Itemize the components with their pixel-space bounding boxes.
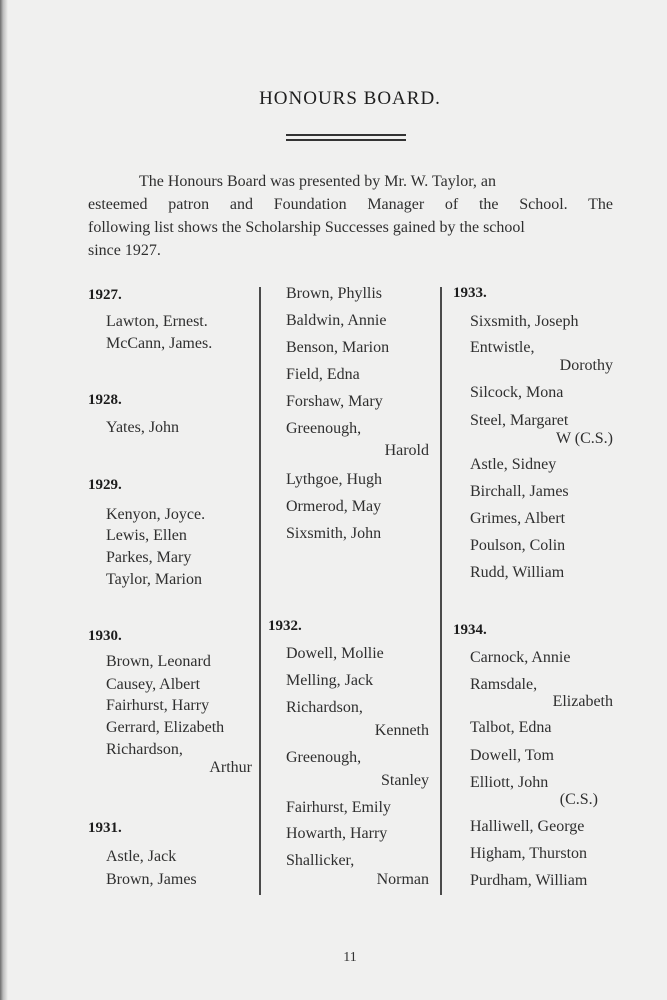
column-divider-right	[440, 287, 442, 895]
scholar-name: Greenough,	[286, 749, 362, 766]
scholar-name: Howarth, Harry	[286, 825, 388, 842]
scholar-name: Taylor, Marion	[106, 571, 202, 588]
scholar-name: Silcock, Mona	[470, 384, 564, 401]
scholar-name-continued: Dorothy	[559, 357, 613, 374]
scholar-name-continued: W (C.S.)	[555, 430, 613, 447]
scholar-name: Ramsdale,	[470, 676, 538, 693]
page-title: HONOURS BOARD.	[259, 88, 441, 109]
scholar-name: Astle, Jack	[106, 848, 177, 865]
intro-line: The Honours Board was presented by Mr. W. Taylor, an	[139, 173, 496, 190]
year-heading-1928: 1928.	[88, 392, 122, 408]
scholar-name-continued: Arthur	[209, 759, 252, 776]
scholar-name: Lythgoe, Hugh	[286, 471, 382, 488]
scholar-name: Forshaw, Mary	[286, 393, 383, 410]
scholar-name: Fairhurst, Emily	[286, 799, 391, 816]
scholar-name: McCann, James.	[106, 335, 213, 352]
scholar-name: Astle, Sidney	[470, 456, 557, 473]
page-edge-shadow	[0, 0, 8, 1000]
year-heading-1933: 1933.	[453, 285, 487, 301]
scholar-name-continued: Kenneth	[374, 722, 429, 739]
scholar-name: Greenough,	[286, 420, 362, 437]
year-heading-1927: 1927.	[88, 287, 122, 303]
scholar-name: Carnock, Annie	[470, 649, 571, 666]
scholar-name: Shallicker,	[286, 852, 355, 869]
title-rule-top	[286, 134, 406, 136]
scholar-name: Steel, Margaret	[470, 412, 569, 429]
scholar-name: Poulson, Colin	[470, 537, 566, 554]
scholar-name: Melling, Jack	[286, 672, 374, 689]
scholar-name: Grimes, Albert	[470, 510, 566, 527]
column-divider-left	[259, 287, 261, 895]
scholar-name: Talbot, Edna	[470, 719, 552, 736]
year-heading-1934: 1934.	[453, 622, 487, 638]
scholar-name: Richardson,	[106, 741, 183, 758]
scholar-name: Gerrard, Elizabeth	[106, 719, 225, 736]
scholar-name: Sixsmith, Joseph	[470, 313, 579, 330]
scholar-name: Benson, Marion	[286, 339, 390, 356]
scholar-name: Brown, James	[106, 871, 197, 888]
scholar-name-continued: (C.S.)	[559, 791, 598, 808]
intro-line: since 1927.	[88, 242, 161, 259]
scholar-name: Causey, Albert	[106, 676, 201, 693]
scholar-name: Dowell, Tom	[470, 747, 554, 764]
year-heading-1932: 1932.	[268, 618, 302, 634]
scholar-name: Baldwin, Annie	[286, 312, 387, 329]
intro-line: esteemed patron and Foundation Manager of the School. The	[88, 196, 613, 213]
scholar-name: Rudd, William	[470, 564, 565, 581]
intro-paragraph	[88, 170, 613, 262]
year-heading-1930: 1930.	[88, 628, 122, 644]
scholar-name: Lewis, Ellen	[106, 527, 187, 544]
scholar-name: Brown, Phyllis	[286, 285, 383, 302]
year-heading-1931: 1931.	[88, 820, 122, 836]
scholar-name: Yates, John	[106, 419, 180, 436]
scholar-name: Ormerod, May	[286, 498, 382, 515]
scholar-name-continued: Norman	[376, 871, 429, 888]
scholar-name: Sixsmith, John	[286, 525, 382, 542]
scholar-name: Elliott, John	[470, 774, 549, 791]
intro-line: following list shows the Scholarship Successes gained by the school	[88, 219, 525, 236]
scholar-name: Entwistle,	[470, 339, 535, 356]
scholar-name: Parkes, Mary	[106, 549, 192, 566]
scholar-name: Richardson,	[286, 699, 363, 716]
scholar-name: Fairhurst, Harry	[106, 697, 210, 714]
scholar-name-continued: Stanley	[381, 772, 429, 789]
title-rule-bottom	[286, 139, 406, 141]
scholar-name-continued: Elizabeth	[552, 693, 613, 710]
scholar-name-continued: Harold	[384, 442, 429, 459]
year-heading-1929: 1929.	[88, 477, 122, 493]
scholar-name: Halliwell, George	[470, 818, 585, 835]
scholar-name: Birchall, James	[470, 483, 569, 500]
scholar-name: Higham, Thurston	[470, 845, 588, 862]
scholar-name: Lawton, Ernest.	[106, 313, 208, 330]
scholar-name: Kenyon, Joyce.	[106, 506, 206, 523]
scholar-name: Purdham, William	[470, 872, 588, 889]
scholar-name: Field, Edna	[286, 366, 360, 383]
scholar-name: Dowell, Mollie	[286, 645, 384, 662]
scholar-name: Brown, Leonard	[106, 653, 211, 670]
page-number: 11	[343, 950, 357, 965]
